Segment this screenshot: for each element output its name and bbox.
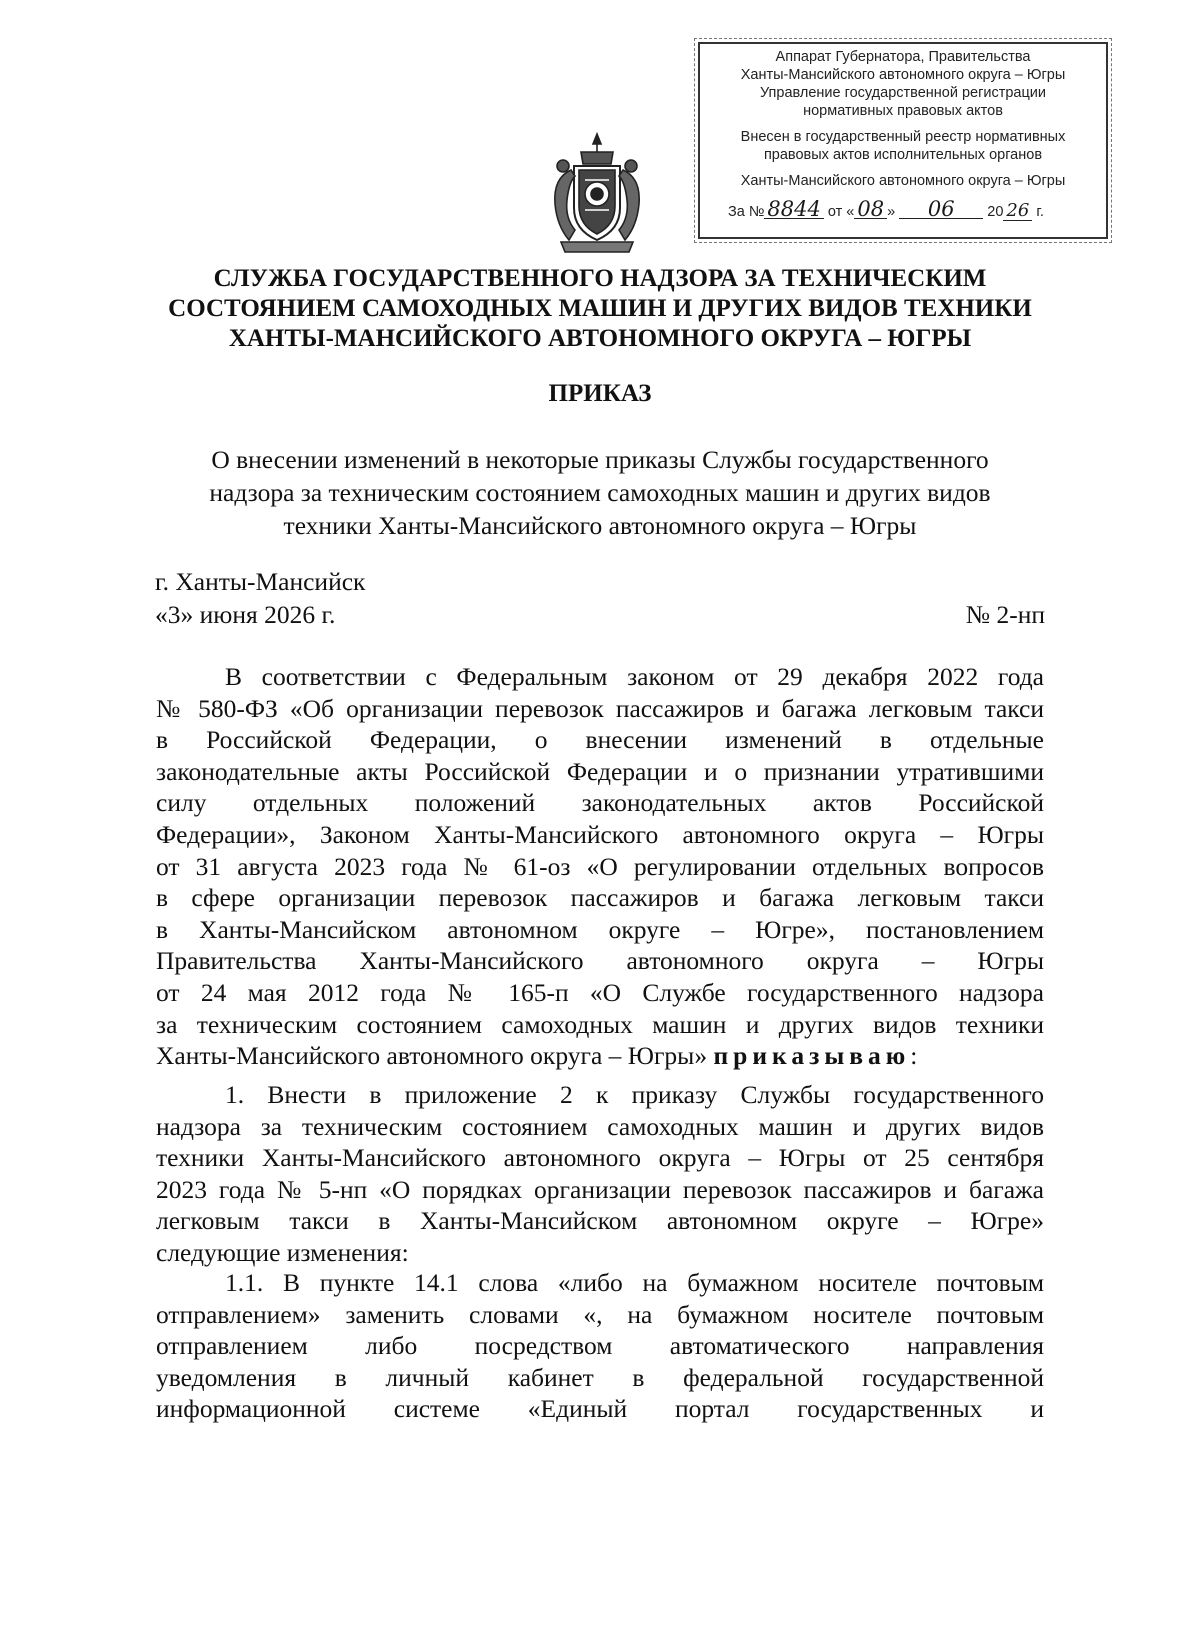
subject-line: техники Ханты-Мансийского автономного округа – Югры: [283, 511, 917, 540]
preamble-paragraph: [156, 661, 1044, 1072]
order-verb: приказываю: [713, 1041, 911, 1071]
title-line: СЛУЖБА ГОСУДАРСТВЕННОГО НАДЗОРА ЗА ТЕХНИЧЕСКИМ: [213, 265, 987, 292]
reg-year: 26: [1003, 202, 1032, 221]
document-place: г. Ханты-Мансийск: [155, 567, 366, 596]
text-line: 1. Внести в приложение 2 к приказу Службы государственного: [225, 1080, 1044, 1109]
reg-year-prefix: 20: [987, 204, 1004, 220]
stamp-line: нормативных правовых актов: [803, 103, 1003, 119]
organization-title: [0, 264, 1200, 354]
order-colon: :: [910, 1041, 918, 1071]
text-line: 2023 года № 5-нп «О порядках организации перевозок пассажиров и багажа: [156, 1174, 1044, 1204]
text-line: уведомления в личный кабинет в федеральной государственной: [156, 1362, 1044, 1392]
reg-close: »: [887, 204, 896, 220]
text-line: Федерации», Законом Ханты-Мансийского автономного округа – Югры: [156, 819, 1044, 849]
text-line: информационной системе «Единый портал государственных и: [156, 1394, 1044, 1424]
document-subject: [0, 443, 1200, 542]
document-type: ПРИКАЗ: [548, 380, 652, 407]
title-line: ХАНТЫ-МАНСИЙСКОГО АВТОНОМНОГО ОКРУГА – ЮГРЫ: [228, 325, 972, 352]
text-fragment: Ханты-Мансийского автономного округа – Югры»: [156, 1041, 708, 1071]
registration-stamp: [698, 42, 1108, 239]
subject-line: надзора за техническим состоянием самоходных машин и других видов: [209, 478, 991, 507]
reg-day: 08: [854, 200, 887, 219]
text-line: № 580-ФЗ «Об организации перевозок пассажиров и багажа легковым такси: [156, 693, 1044, 723]
stamp-line: Ханты-Мансийского автономного округа – Югры: [740, 67, 1066, 83]
text-line: силу отдельных положений законодательных актов Российской: [156, 788, 1044, 818]
item-1-1-paragraph: [156, 1267, 1044, 1425]
reg-prefix: За №: [728, 204, 765, 220]
text-line: за техническим состоянием самоходных машин и других видов техники: [156, 1009, 1044, 1039]
stamp-line: Внесен в государственный реестр нормативных: [740, 129, 1066, 145]
reg-month: 06: [899, 200, 983, 219]
item-1-paragraph: [156, 1079, 1044, 1269]
text-line: техники Ханты-Мансийского автономного округа – Югры от 25 сентября: [156, 1143, 1044, 1173]
text-line: легковым такси в Ханты-Мансийском автономном округе – Югре»: [156, 1206, 1044, 1236]
text-line: Правительства Ханты-Мансийского автономного округа – Югры: [156, 946, 1044, 976]
text-line: от 31 августа 2023 года № 61-оз «О регулировании отдельных вопросов: [156, 851, 1044, 881]
text-line: в сфере организации перевозок пассажиров и багажа легковым такси: [156, 883, 1044, 913]
text-line: в Ханты-Мансийском автономном округе – Югре», постановлением: [156, 914, 1044, 944]
stamp-registration-line: [700, 197, 1106, 221]
text-line: 1.1. В пункте 14.1 слова «либо на бумажном носителе почтовым: [225, 1268, 1044, 1297]
stamp-line: Управление государственной регистрации: [759, 85, 1047, 101]
stamp-line: Ханты-Мансийского автономного округа – Югры: [740, 173, 1066, 189]
text-line: отправлением либо посредством автоматического направления: [156, 1331, 1044, 1361]
text-line: [156, 1040, 1044, 1072]
subject-line: О внесении изменений в некоторые приказы Службы государственного: [211, 445, 989, 474]
text-line: от 24 мая 2012 года № 165-п «О Службе государственного надзора: [156, 977, 1044, 1007]
document-number: № 2-нп: [965, 600, 1045, 629]
coat-of-arms-icon: [541, 130, 653, 256]
text-line: В соответствии с Федеральным законом от 29 декабря 2022 года: [225, 662, 1044, 691]
reg-year-end: г.: [1036, 204, 1044, 220]
reg-number: 8844: [764, 200, 823, 219]
text-line: законодательные акты Российской Федерации и о признании утратившими: [156, 756, 1044, 786]
stamp-line: Аппарат Губернатора, Правительства: [775, 49, 1031, 65]
text-line: надзора за техническим состоянием самоходных машин и других видов: [156, 1111, 1044, 1141]
text-line: в Российской Федерации, о внесении изменений в отдельные: [156, 725, 1044, 755]
stamp-line: правовых актов исполнительных органов: [763, 147, 1043, 163]
document-date: «3» июня 2026 г.: [155, 600, 336, 629]
text-line: отправлением» заменить словами «, на бумажном носителе почтовым: [156, 1299, 1044, 1329]
title-line: СОСТОЯНИЕМ САМОХОДНЫХ МАШИН И ДРУГИХ ВИДОВ ТЕХНИКИ: [168, 295, 1032, 322]
reg-from: от «: [827, 204, 855, 220]
text-line: следующие изменения:: [156, 1237, 409, 1267]
